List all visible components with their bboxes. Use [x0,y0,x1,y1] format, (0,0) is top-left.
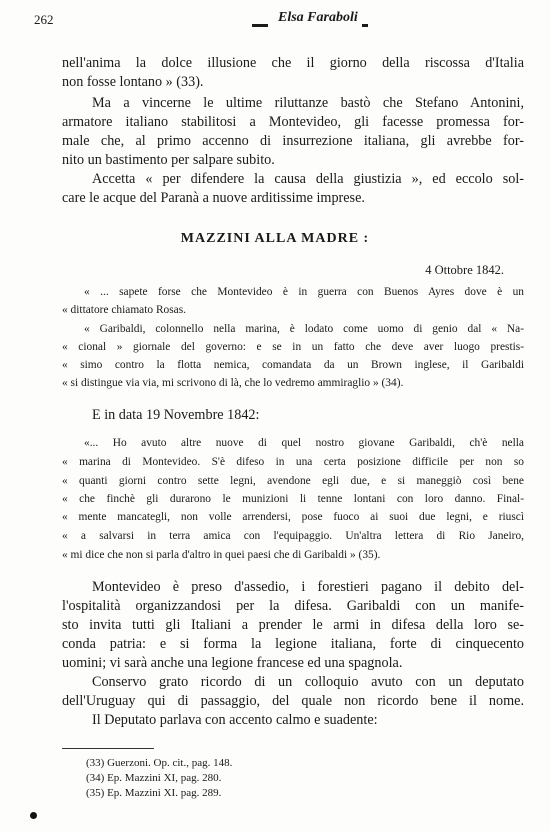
body-line: nell'anima la dolce illusione che il giorno della riscossa d'Italia [62,55,524,71]
body-line: Il Deputato parlava con accento calmo e suadente: [92,712,378,728]
running-title: Elsa Faraboli [278,10,358,25]
quote-line: « simo contro la flotta nemica, comandata da un Brown inglese, il Garibaldi [62,359,524,371]
body-line: non fosse lontano » (33). [62,74,204,90]
quote-line: « mente mancategli, non volle arrendersi, pose fuoco ai suoi due legni, e riuscì [62,511,524,523]
body-line: care le acque del Paranà a nuove arditissime imprese. [62,190,365,206]
page-number: 262 [34,12,54,27]
body-line: uomini; vi sarà anche una legione francese ed una spagnola. [62,655,403,671]
quote-line: « marina di Montevideo. S'è difeso in una certa posizione difficile per non so [62,456,524,468]
body-line: armatore italiano stabilitosi a Montevideo, gli facesse promessa for- [62,114,524,130]
body-line: male che, al primo accenno di insurrezione italiana, gli avrebbe for- [62,133,524,149]
body-line: Accetta « per difendere la causa della giustizia », ed eccolo sol- [92,171,524,187]
section-heading: MAZZINI ALLA MADRE : [180,231,370,246]
quote-line: « a salvarsi in terra amica con l'equipaggio. Un'altra lettera di Rio Janeiro, [62,530,524,542]
margin-dot [30,812,37,819]
quote-line: « quanti giorni contro sette legni, avendone egli due, e si maneggiò così bene [62,475,524,487]
body-line: Ma a vincerne le ultime riluttanze bastò che Stefano Antonini, [92,95,524,111]
quote-line: « ... sapete forse che Montevideo è in guerra con Buenos Ayres dove è un [84,286,524,298]
body-line: Montevideo è preso d'assedio, i forestieri pagano il debito del- [92,579,524,595]
body-line: dell'Uruguay qui di passaggio, del quale non ricordo bene il nome. [62,693,524,709]
body-line: sto invita tutti gli Italiani a prender le armi in difesa della loro se- [62,617,524,633]
body-line: E in data 19 Novembre 1842: [92,407,260,423]
footnote: (35) Ep. Mazzini XI. pag. 289. [86,787,222,799]
body-line: conda patria: e si forma la legione italiana, forte di cinquecento [62,636,524,652]
body-line: nito un bastimento per salpare subito. [62,152,275,168]
letter-date: 4 Ottobre 1842. [425,263,504,277]
page-header [34,8,524,32]
footnote: (34) Ep. Mazzini XI, pag. 280. [86,772,222,784]
quote-line: « cional » giornale del governo: e se in un fatto che deve aver luogo prestis- [62,341,524,353]
quote-line: « Garibaldi, colonnello nella marina, è lodato come uomo di genio dal « Na- [84,323,524,335]
quote-line: « che finchè gli durarono le munizioni li tenne lontani con loro danno. Final- [62,493,524,505]
quote-line: « mi dice che non si parla d'altro in quei paesi che di Garibaldi » (35). [62,549,381,561]
body-line: Conservo grato ricordo di un colloquio avuto con un deputato [92,674,524,690]
quote-line: «... Ho avuto altre nuove di quel nostro giovane Garibaldi, ch'è nella [84,437,524,449]
footnote: (33) Guerzoni. Op. cit., pag. 148. [86,757,233,769]
footnote-divider [62,748,154,749]
quote-line: « si distingue via via, mi scrivono di là, che lo vedremo ammiraglio » (34). [62,377,404,389]
quote-line: « dittatore chiamato Rosas. [62,304,187,316]
body-line: l'ospitalità organizzandosi per la difesa. Garibaldi con un manife- [62,598,524,614]
